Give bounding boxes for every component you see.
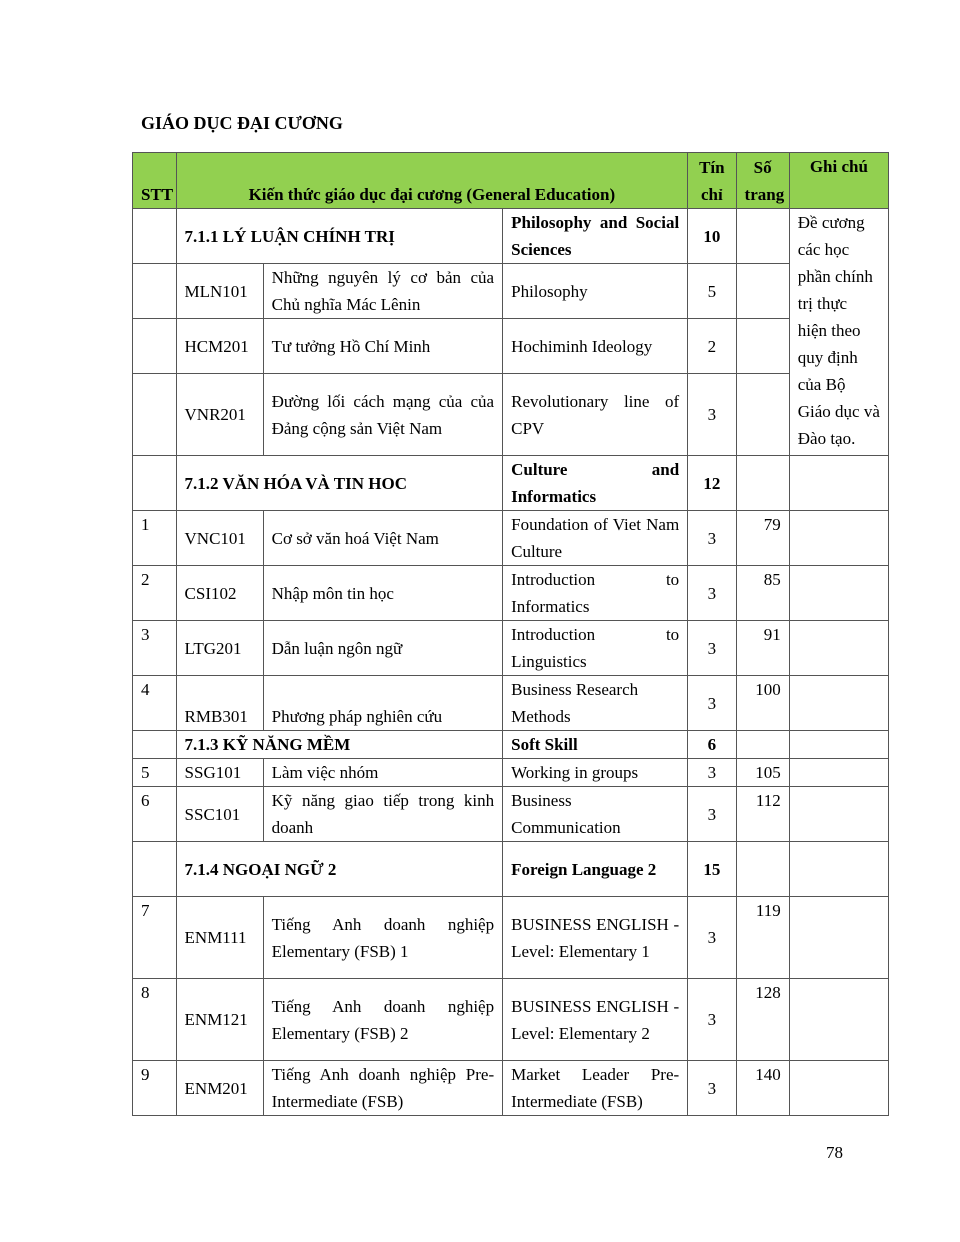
note-cell (789, 787, 888, 842)
code-cell: LTG201 (176, 621, 263, 676)
page-cell: 91 (736, 621, 789, 676)
section-credits: 10 (688, 209, 736, 264)
code-cell: VNR201 (176, 374, 263, 456)
header-knowledge: Kiến thức giáo dục đại cương (General Education) (176, 153, 688, 209)
section-row-soft-skill (133, 731, 889, 759)
en-name-cell: Hochiminh Ideology (503, 319, 688, 374)
note-cell (789, 511, 888, 566)
credits-cell: 3 (688, 897, 736, 979)
page-title: GIÁO DỤC ĐẠI CƯƠNG (141, 113, 343, 133)
header-notes: Ghi chú (789, 153, 888, 209)
stt-cell: 1 (133, 511, 177, 566)
page-cell: 85 (736, 566, 789, 621)
code-cell: HCM201 (176, 319, 263, 374)
code-cell: CSI102 (176, 566, 263, 621)
credits-cell: 3 (688, 759, 736, 787)
vi-name-cell: Nhập môn tin học (263, 566, 503, 621)
note-cell (789, 731, 888, 759)
table-row (133, 566, 889, 621)
stt-cell (133, 374, 177, 456)
en-name-cell: Business Research Methods (503, 676, 688, 731)
section-row-foreign-language (133, 842, 889, 897)
header-credits (688, 153, 736, 209)
credits-cell: 3 (688, 374, 736, 456)
credits-cell: 3 (688, 787, 736, 842)
note-cell (789, 979, 888, 1061)
vi-name-cell: Những nguyên lý cơ bản của Chủ nghĩa Mác Lênin (263, 264, 503, 319)
vi-name-cell: Phương pháp nghiên cứu (263, 676, 503, 731)
code-cell: MLN101 (176, 264, 263, 319)
stt-cell (133, 731, 177, 759)
section-credits: 15 (688, 842, 736, 897)
en-name-cell: Foundation of Viet Nam Culture (503, 511, 688, 566)
code-cell: ENM201 (176, 1061, 263, 1116)
stt-cell: 5 (133, 759, 177, 787)
credits-cell: 5 (688, 264, 736, 319)
stt-cell (133, 319, 177, 374)
table-row (133, 676, 889, 731)
section-title: 7.1.4 NGOẠI NGỮ 2 (176, 842, 503, 897)
section-credits: 6 (688, 731, 736, 759)
code-cell: ENM111 (176, 897, 263, 979)
stt-cell (133, 456, 177, 511)
note-cell (789, 566, 888, 621)
credits-cell: 3 (688, 621, 736, 676)
table-header-row (133, 153, 889, 209)
credits-cell: 3 (688, 979, 736, 1061)
vi-name-cell: Tư tưởng Hồ Chí Minh (263, 319, 503, 374)
en-name-cell: Revolutionary line of CPV (503, 374, 688, 456)
general-education-table (132, 152, 889, 1116)
credits-cell: 3 (688, 676, 736, 731)
table-row (133, 319, 889, 374)
table-row (133, 264, 889, 319)
stt-cell: 3 (133, 621, 177, 676)
section-row-politics (133, 209, 889, 264)
page-cell (736, 319, 789, 374)
page-cell (736, 209, 789, 264)
header-credits-line2: chỉ (700, 184, 723, 204)
credits-cell: 2 (688, 319, 736, 374)
page-cell (736, 731, 789, 759)
table-row (133, 621, 889, 676)
stt-cell: 6 (133, 787, 177, 842)
vi-name-cell: Đường lối cách mạng của của Đảng cộng sản Việt Nam (263, 374, 503, 456)
vi-name-cell: Tiếng Anh doanh nghiệp Elementary (FSB) 2 (263, 979, 503, 1061)
credits-cell: 3 (688, 1061, 736, 1116)
header-stt: STT (133, 153, 177, 209)
en-name-cell: BUSINESS ENGLISH - Level: Elementary 1 (503, 897, 688, 979)
credits-cell: 3 (688, 566, 736, 621)
table-row (133, 759, 889, 787)
page-cell: 105 (736, 759, 789, 787)
credits-cell: 3 (688, 511, 736, 566)
page-cell: 128 (736, 979, 789, 1061)
page-number: 78 (826, 1143, 843, 1162)
page-cell: 100 (736, 676, 789, 731)
table-row (133, 897, 889, 979)
en-name-cell: Working in groups (503, 759, 688, 787)
en-name-cell: Philosophy (503, 264, 688, 319)
vi-name-cell: Dẫn luận ngôn ngữ (263, 621, 503, 676)
section-english: Culture and Informatics (503, 456, 688, 511)
vi-name-cell: Tiếng Anh doanh nghiệp Pre-Intermediate (FSB) (263, 1061, 503, 1116)
header-pages-line2: trang (744, 184, 785, 204)
vi-name-cell: Kỹ năng giao tiếp trong kinh doanh (263, 787, 503, 842)
table-row (133, 1061, 889, 1116)
table-row (133, 374, 889, 456)
page-cell: 112 (736, 787, 789, 842)
stt-cell (133, 842, 177, 897)
section-english: Soft Skill (503, 731, 688, 759)
page-cell: 140 (736, 1061, 789, 1116)
code-cell: SSG101 (176, 759, 263, 787)
note-politics: Đề cương các học phần chính trị thực hiện theo quy định của Bộ Giáo dục và Đào tạo. (789, 209, 888, 456)
stt-cell: 4 (133, 676, 177, 731)
section-title: 7.1.2 VĂN HÓA VÀ TIN HOC (176, 456, 503, 511)
page-cell (736, 264, 789, 319)
table-row (133, 979, 889, 1061)
en-name-cell: Introduction to Linguistics (503, 621, 688, 676)
table-row (133, 511, 889, 566)
page-cell (736, 374, 789, 456)
header-credits-line1: Tín (699, 157, 725, 177)
vi-name-cell: Tiếng Anh doanh nghiệp Elementary (FSB) 1 (263, 897, 503, 979)
section-title: 7.1.1 LÝ LUẬN CHÍNH TRỊ (176, 209, 503, 264)
note-cell (789, 897, 888, 979)
stt-cell: 2 (133, 566, 177, 621)
note-cell (789, 759, 888, 787)
code-cell: ENM121 (176, 979, 263, 1061)
note-cell (789, 456, 888, 511)
vi-name-cell: Làm việc nhóm (263, 759, 503, 787)
en-name-cell: Market Leader Pre-Intermediate (FSB) (503, 1061, 688, 1116)
stt-cell: 9 (133, 1061, 177, 1116)
stt-cell (133, 209, 177, 264)
en-name-cell: Introduction to Informatics (503, 566, 688, 621)
en-name-cell: Business Communication (503, 787, 688, 842)
stt-cell: 7 (133, 897, 177, 979)
code-cell: RMB301 (176, 676, 263, 731)
header-pages-line1: Số (753, 157, 772, 177)
stt-cell (133, 264, 177, 319)
section-english: Foreign Language 2 (503, 842, 688, 897)
page-cell: 79 (736, 511, 789, 566)
note-cell (789, 842, 888, 897)
note-cell (789, 676, 888, 731)
page-cell: 119 (736, 897, 789, 979)
code-cell: VNC101 (176, 511, 263, 566)
header-pages (736, 153, 789, 209)
section-row-culture (133, 456, 889, 511)
stt-cell: 8 (133, 979, 177, 1061)
section-credits: 12 (688, 456, 736, 511)
vi-name-cell: Cơ sở văn hoá Việt Nam (263, 511, 503, 566)
en-name-cell: BUSINESS ENGLISH - Level: Elementary 2 (503, 979, 688, 1061)
note-cell (789, 621, 888, 676)
page-cell (736, 456, 789, 511)
table-row (133, 787, 889, 842)
code-cell: SSC101 (176, 787, 263, 842)
page-cell (736, 842, 789, 897)
section-english: Philosophy and Social Sciences (503, 209, 688, 264)
section-title: 7.1.3 KỸ NĂNG MỀM (176, 731, 503, 759)
note-cell (789, 1061, 888, 1116)
